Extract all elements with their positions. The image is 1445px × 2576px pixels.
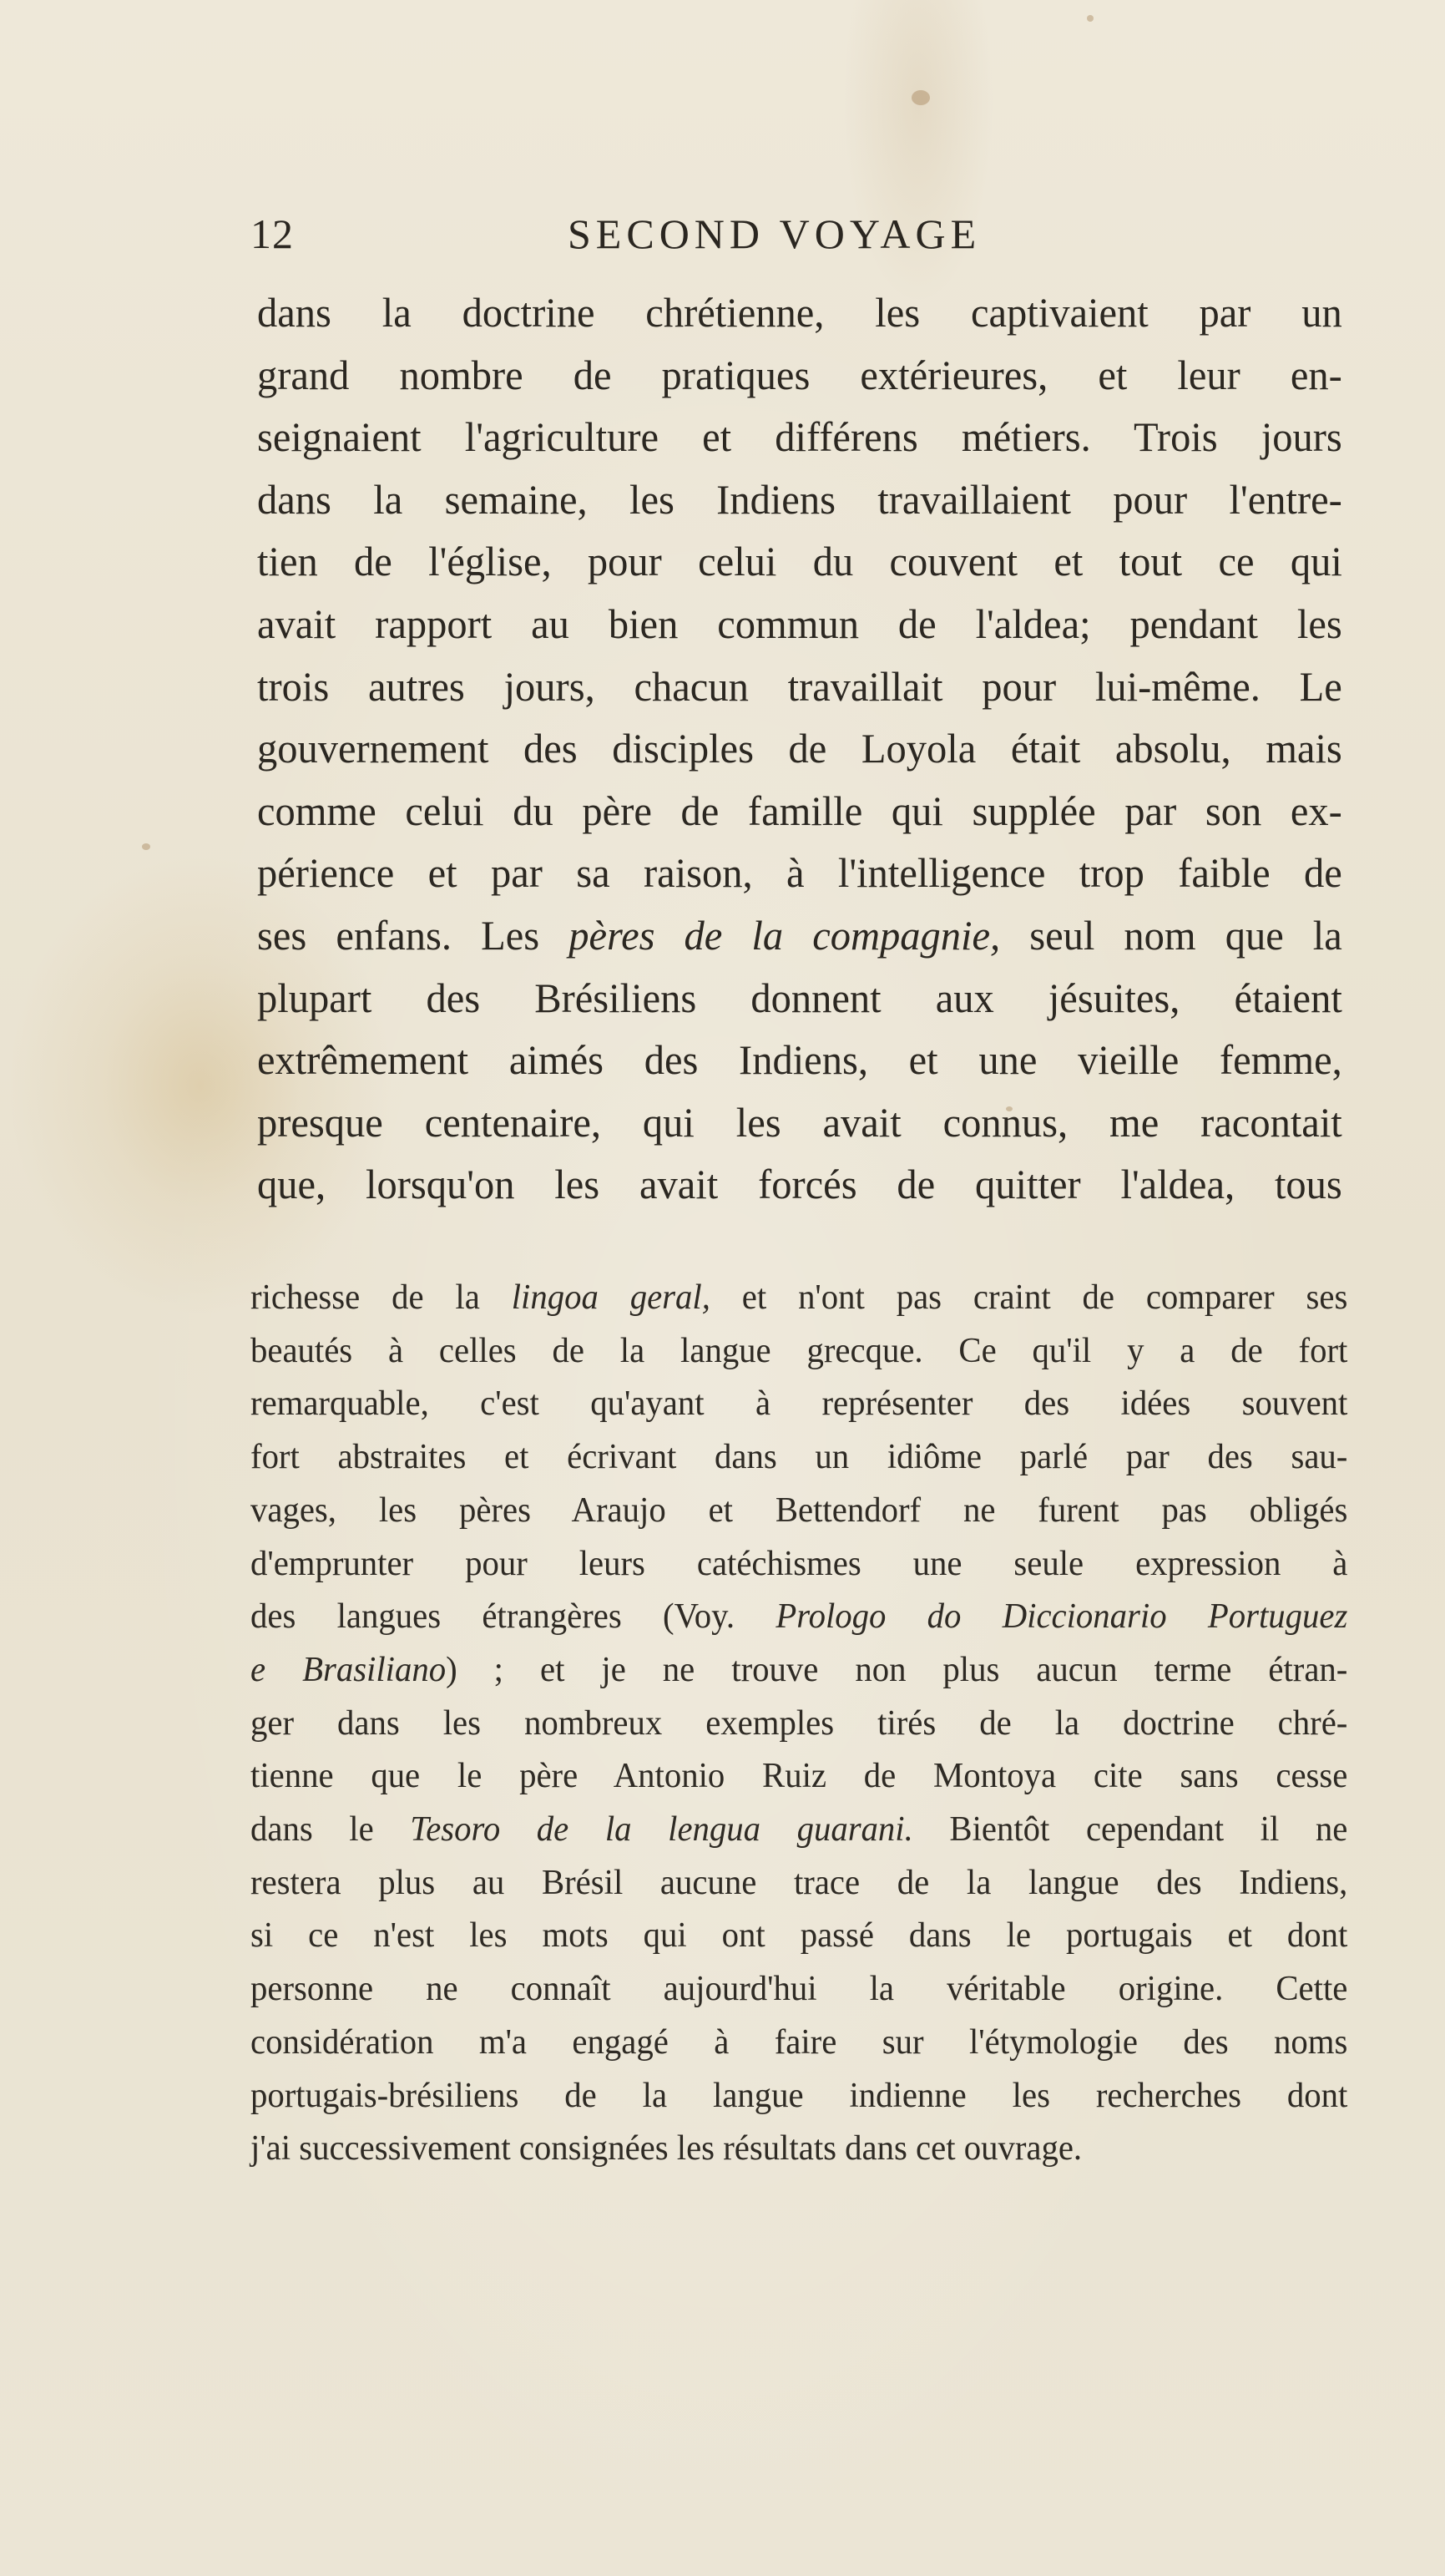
main-text-line: dans la semaine, les Indiens travaillaient pour l'entre- (257, 475, 1342, 523)
main-text-line: périence et par sa raison, à l'intelligence trop faible de (257, 849, 1342, 897)
footnote-segment: ) ; et je ne trouve non plus aucun terme étran- (446, 1650, 1348, 1689)
footnote-block (250, 1272, 1347, 2176)
main-text-line: avait rapport au bien commun de l'aldea; pendant les (257, 600, 1342, 647)
main-text-segment: ses enfans. Les (257, 911, 569, 959)
footnote-line: remarquable, c'est qu'ayant à représenter des idées souvent (250, 1384, 1348, 1424)
footnote-line: tienne que le père Antonio Ruiz de Montoya cite sans cesse (250, 1757, 1348, 1796)
main-text-segment: seul nom que la (1000, 911, 1342, 959)
footnote-segment: et n'ont pas craint de comparer ses (710, 1278, 1348, 1317)
footnote-line: beautés à celles de la langue grecque. Ce qu'il y a de fort (250, 1331, 1348, 1370)
running-title: SECOND VOYAGE (568, 210, 982, 257)
main-text-line (257, 904, 1342, 967)
main-text-line: dans la doctrine chrétienne, les captivaient par un (257, 289, 1342, 336)
footnote-line: portugais-brésiliens de la langue indienne les recherches dont (250, 2076, 1348, 2115)
foxing-spot (912, 90, 930, 105)
main-text-line: que, lorsqu'on les avait forcés de quitter l'aldea, tous (257, 1161, 1342, 1208)
footnote-line: ger dans les nombreux exemples tirés de la doctrine chré- (250, 1703, 1348, 1743)
main-text-line: trois autres jours, chacun travaillait pour lui-même. Le (257, 662, 1342, 710)
main-text-italic: pères de la compagnie, (568, 911, 1001, 959)
footnote-italic: Prologo do Diccionario Portuguez (776, 1597, 1348, 1637)
footnote-line (250, 1272, 1347, 1325)
footnote-line (250, 1591, 1347, 1644)
foxing-spot (1087, 15, 1094, 22)
footnote-line: considération m'a engagé à faire sur l'étymologie des noms (250, 2022, 1348, 2062)
footnote-line: d'emprunter pour leurs catéchismes une seule expression à (250, 1544, 1348, 1583)
main-text-line: extrêmement aimés des Indiens, et une vieille femme, (257, 1036, 1342, 1084)
main-text-line: tien de l'église, pour celui du couvent et tout ce qui (257, 538, 1342, 585)
footnote-italic: e Brasiliano (250, 1650, 447, 1689)
page-number: 12 (250, 210, 294, 257)
footnote-line: personne ne connaît aujourd'hui la véritable origine. Cette (250, 1970, 1348, 2009)
footnote-line: si ce n'est les mots qui ont passé dans le portugais et dont (250, 1916, 1348, 1956)
footnote-line: vages, les pères Araujo et Bettendorf ne furent pas obligés (250, 1490, 1348, 1530)
footnote-line (250, 1644, 1347, 1698)
main-text-line: plupart des Brésiliens donnent aux jésuites, étaient (257, 974, 1342, 1021)
main-text-block (257, 281, 1342, 1216)
footnote-line: fort abstraites et écrivant dans un idiôme parlé par des sau- (250, 1438, 1348, 1477)
footnote-line: restera plus au Brésil aucune trace de la langue des Indiens, (250, 1863, 1348, 1902)
main-text-line: seignaient l'agriculture et différens métiers. Trois jours (257, 413, 1342, 461)
main-text-line: grand nombre de pratiques extérieures, et leur en- (257, 351, 1342, 398)
page-header (250, 207, 1069, 261)
footnote-segment: Bientôt cependant il ne (912, 1810, 1348, 1850)
footnote-line (250, 1804, 1347, 1857)
footnote-segment: des langues étrangères (Voy. (250, 1597, 776, 1637)
foxing-spot (142, 843, 150, 850)
footnote-segment: richesse de la (250, 1278, 512, 1317)
footnote-italic: lingoa geral, (511, 1278, 710, 1317)
main-text-line: gouvernement des disciples de Loyola était absolu, mais (257, 725, 1342, 772)
main-text-line: presque centenaire, qui les avait connus, me racontait (257, 1098, 1342, 1146)
footnote-italic: Tesoro de la lengua guarani. (410, 1810, 913, 1850)
footnote-line: j'ai successivement consignées les résultats dans cet ouvrage. (250, 2129, 1083, 2169)
footnote-segment: dans le (250, 1810, 411, 1850)
main-text-line: comme celui du père de famille qui supplée par son ex- (257, 787, 1342, 834)
